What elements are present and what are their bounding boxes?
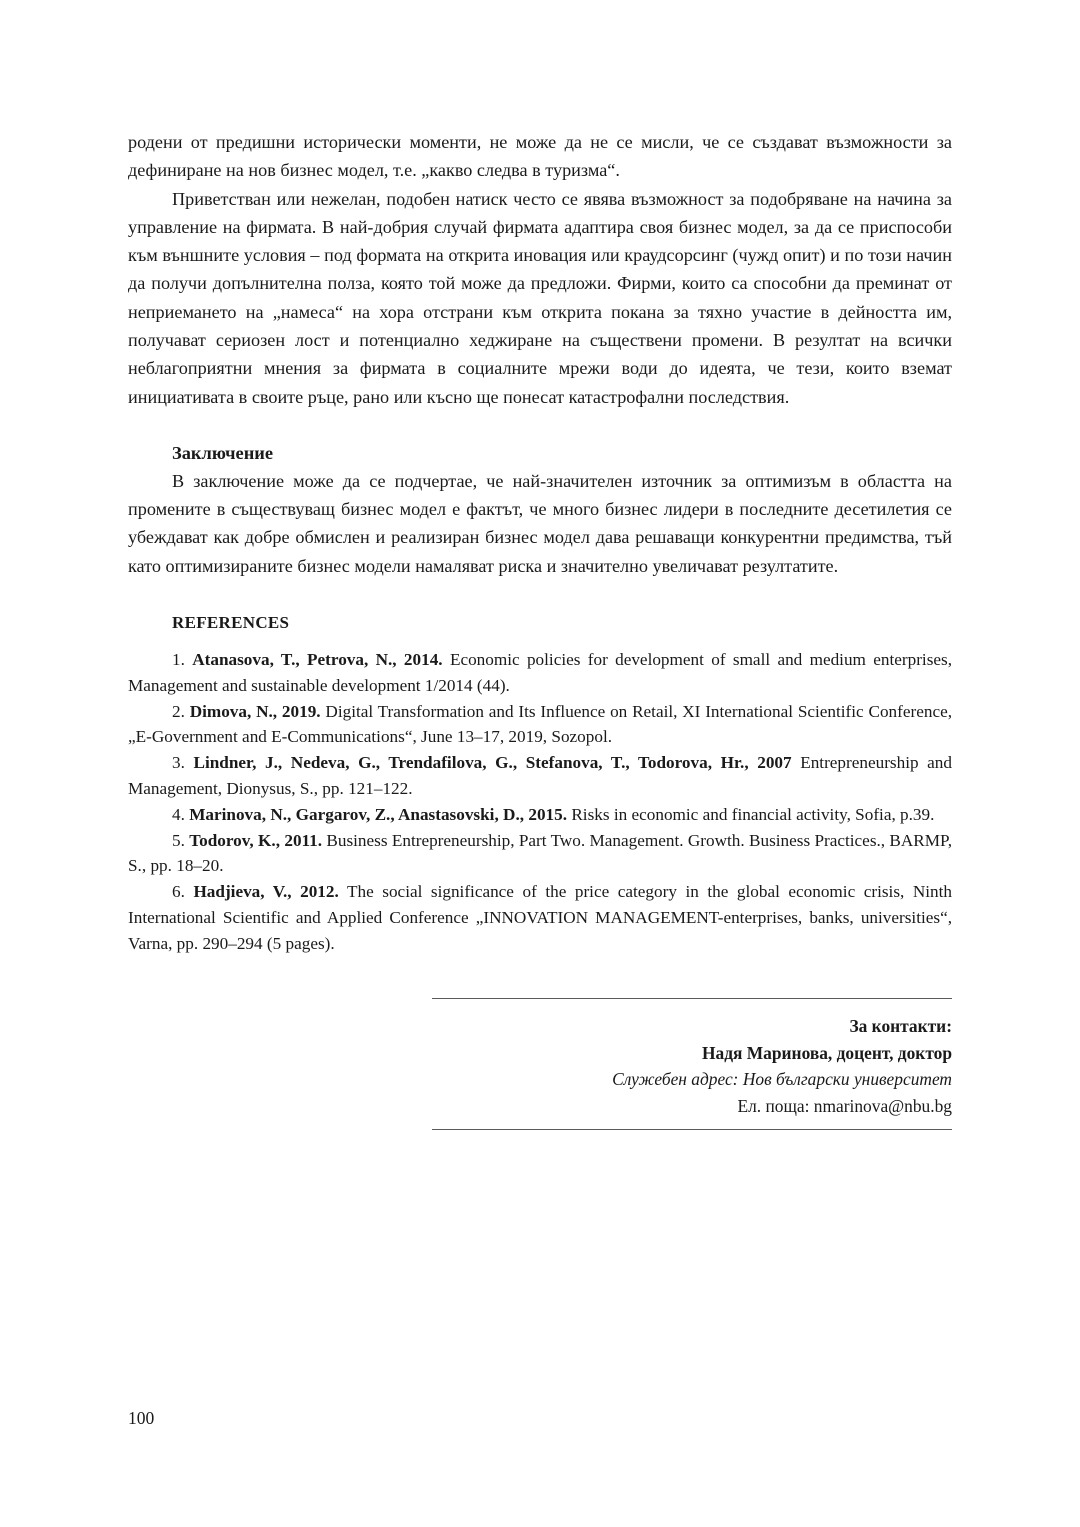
contacts-inner: [128, 999, 952, 1123]
reference-authors: Marinova, N., Gargarov, Z., Anastasovski, D., 2015.: [189, 804, 568, 824]
reference-rest: The social significance of the price category in the global economic crisis, Ninth International Scientific and Applied Conference „INNOVATION MANAGEMENT-enterprises, banks, universities“, Varna, pp. 290–294 (5 pages).: [128, 882, 952, 953]
reference-authors: Atanasova, T., Petrova, N., 2014.: [192, 649, 443, 669]
paragraph-body: Приветстван или нежелан, подобен натиск често се явява възможност за подобряване на начина за управление на фирмата. В най-добрия случай фирмата адаптира своя бизнес модел, за да се приспособи към външните условия – под формата на открита иновация или краудсорсинг (чужд опит) и по този начин да получи допълнителна полза, която той може да предложи. Фирми, които са способни да преминат от неприемането на „намеса“ на хора отстрани към открита покана за тяхно участие в дейността им, получават сериозен лост и потенциално хеджиране на съществени промени. В резултат на всички неблагоприятни мнения за фирмата в социалните мрежи води до идеята, че тези, които вземат инициативата в своите ръце, рано или късно ще понесат катастрофални последствия.: [128, 188, 952, 407]
contacts-label: За контакти:: [849, 1016, 952, 1037]
reference-number: 5.: [172, 830, 185, 850]
reference-number: 2.: [172, 701, 185, 721]
reference-item: [128, 828, 952, 880]
reference-item: [128, 647, 952, 699]
contacts-email: Ел. поща: nmarinova@nbu.bg: [737, 1095, 952, 1116]
reference-authors: Dimova, N., 2019.: [189, 701, 321, 721]
reference-number: 3.: [172, 753, 185, 773]
reference-number: 1.: [172, 649, 185, 669]
reference-number: 4.: [172, 804, 185, 824]
paragraph-continued: родени от предишни исторически моменти, не може да не се мисли, че се създават възможности за дефиниране на нов бизнес модел, т.е. „какво следва в туризма“.: [128, 132, 952, 181]
references-heading: REFERENCES: [172, 612, 290, 632]
reference-rest: Digital Transformation and Its Influence on Retail, XI International Scientific Conference, „E-Government and E-Communications“, June 13–17, 2019, Sozopol.: [128, 701, 952, 747]
reference-rest: Entrepreneurship and Management, Dionysus, S., pp. 121–122.: [128, 753, 952, 798]
divider-bottom: [432, 1129, 952, 1130]
reference-rest: Economic policies for development of small and medium enterprises, Management and sustainable development 1/2014 (44).: [128, 649, 953, 695]
reference-item: [128, 879, 952, 956]
contacts-block: [128, 998, 952, 1130]
reference-authors: Lindner, J., Nedeva, G., Trendafilova, G., Stefanova, T., Todorova, Hr., 2007: [193, 753, 792, 773]
reference-number: 6.: [172, 882, 185, 902]
page-number: 100: [128, 1408, 155, 1428]
section-heading-conclusion: Заключение: [172, 442, 274, 463]
reference-rest: Risks in economic and financial activity, Sofia, p.39.: [567, 804, 935, 824]
reference-authors: Todorov, K., 2011.: [189, 830, 323, 850]
reference-item: [128, 802, 952, 828]
contacts-address: Служебен адрес: Нов български университет: [612, 1069, 952, 1090]
reference-authors: Hadjieva, V., 2012.: [193, 882, 339, 902]
reference-rest: Business Entrepreneurship, Part Two. Management. Growth. Business Practices., BARMP, S., pp. 18–20.: [128, 830, 953, 876]
contacts-name: Надя Маринова, доцент, доктор: [701, 1042, 952, 1063]
conclusion-text: В заключение може да се подчертае, че най-значителен източник за оптимизъм в областта на промените в съществуващ бизнес модел е фактът, че много бизнес лидери в последните десетилетия се убеждават как добре обмислен и реализиран бизнес модел дава решаващи конкурентни предимства, тъй като оптимизираните бизнес модели намаляват риска и значително увеличават резултатите.: [128, 470, 952, 576]
reference-item: [128, 699, 952, 751]
reference-item: [128, 750, 952, 802]
